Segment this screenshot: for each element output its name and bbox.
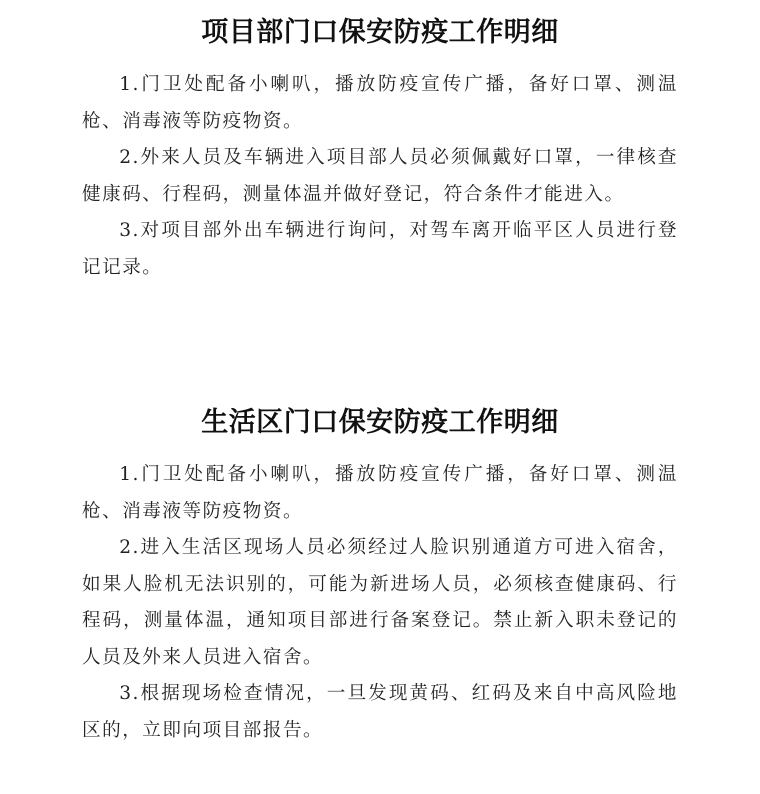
section-title: 生活区门口保安防疫工作明细 — [201, 407, 559, 438]
section-title: 项目部门口保安防疫工作明细 — [201, 17, 559, 48]
item-list — [82, 457, 678, 749]
list-item: 3.根据现场检查情况，一旦发现黄码、红码及来自中高风险地区的，立即向项目部报告。 — [82, 683, 678, 741]
list-item: 1.门卫处配备小喇叭，播放防疫宣传广播，备好口罩、测温枪、消毒液等防疫物资。 — [82, 464, 678, 522]
list-item: 3.对项目部外出车辆进行询问，对驾车离开临平区人员进行登记记录。 — [82, 220, 678, 278]
item-list — [82, 67, 678, 286]
section-living-area-gate — [82, 402, 678, 749]
list-item: 2.进入生活区现场人员必须经过人脸识别通道方可进入宿舍，如果人脸机无法识别的，可能为新进场人员，必须核查健康码、行程码，测量体温，通知项目部进行备案登记。禁止新入职未登记的人员及外来人员进入宿舍。 — [82, 537, 678, 668]
list-item: 2.外来人员及车辆进入项目部人员必须佩戴好口罩，一律核查健康码、行程码，测量体温并做好登记，符合条件才能进入。 — [82, 147, 678, 205]
list-item: 1.门卫处配备小喇叭，播放防疫宣传广播，备好口罩、测温枪、消毒液等防疫物资。 — [82, 74, 678, 132]
section-project-dept-gate — [82, 12, 678, 286]
